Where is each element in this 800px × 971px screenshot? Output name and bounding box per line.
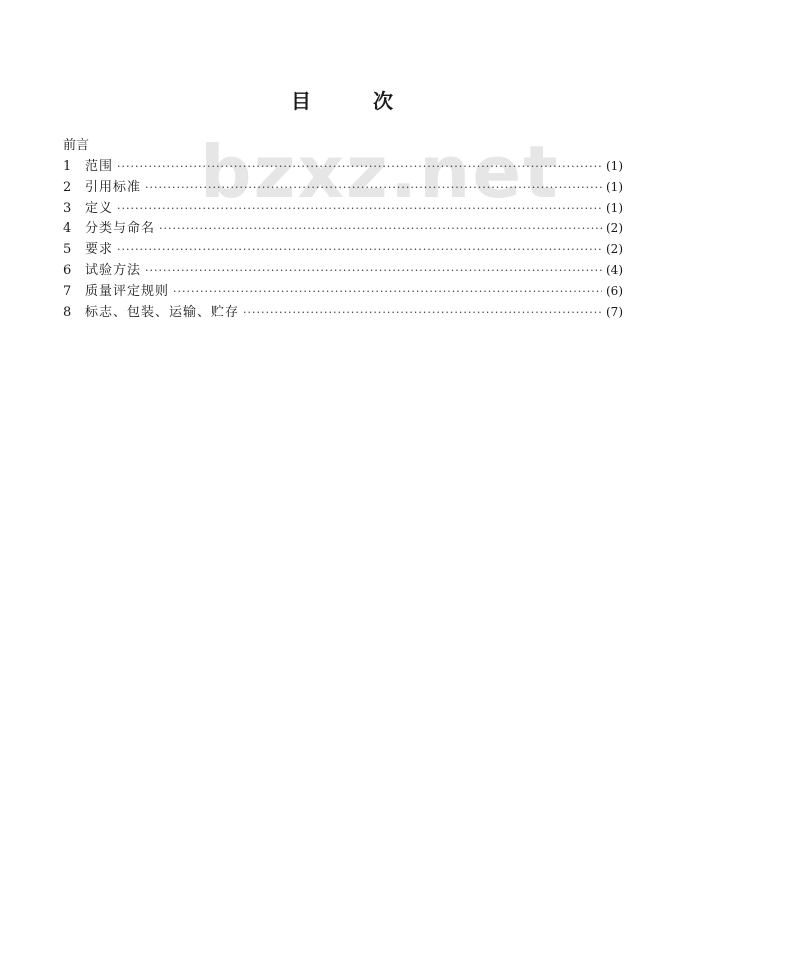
toc-entry-page: (2) [606,221,623,236]
toc-entry-number: 7 [63,283,72,299]
toc-leader-dots [243,303,602,324]
toc-entry-8[interactable] [63,302,623,323]
toc-entry-label: 范围 [85,159,114,174]
toc-entry-label: 定义 [85,200,114,216]
toc-leader-dots [117,199,602,220]
toc-entry-label: 质量评定规则 [85,283,170,299]
table-of-contents [63,136,623,322]
toc-entry-page: (1) [606,159,623,173]
toc-entry-7[interactable] [63,281,623,302]
toc-entry-page: (4) [606,262,623,277]
toc-entry-number: 8 [63,304,72,320]
page-title-char-2: 次 [373,89,393,113]
toc-entry-6[interactable] [63,260,623,281]
toc-entry-number: 3 [63,200,72,216]
watermark: bzxz.net [200,130,560,214]
toc-entry-3[interactable] [63,198,623,219]
toc-entry-5[interactable] [63,239,623,260]
toc-entry-4[interactable] [63,218,623,239]
toc-leader-dots [145,261,602,282]
toc-entry-number: 6 [63,262,72,278]
toc-preface: 前言 [63,138,90,153]
toc-entry-page: (1) [606,200,623,215]
toc-entry-label: 标志、包装、运输、贮存 [85,304,240,320]
page-title-char-1: 目 [291,89,311,113]
toc-entry-2[interactable] [63,177,623,198]
toc-entry-label: 引用标准 [85,179,142,195]
toc-entry-page: (7) [606,304,623,319]
toc-entry-number: 5 [63,242,72,258]
toc-leader-dots [117,240,602,261]
toc-entry-1[interactable] [63,156,623,177]
toc-entry-label: 试验方法 [85,262,142,278]
toc-entry-number: 2 [63,179,72,195]
toc-leader-dots [145,178,602,199]
toc-entry-number: 4 [63,221,72,237]
toc-leader-dots [117,157,602,178]
toc-entry-label: 要求 [85,242,114,258]
toc-entry-page: (6) [606,283,623,298]
toc-entry-page: (1) [606,179,623,194]
toc-leader-dots [173,282,602,303]
page-title [0,86,800,116]
toc-leader-dots [159,219,602,240]
toc-entry-page: (2) [606,242,623,257]
toc-entry-number: 1 [63,159,72,174]
toc-entry-label: 分类与命名 [85,221,156,237]
